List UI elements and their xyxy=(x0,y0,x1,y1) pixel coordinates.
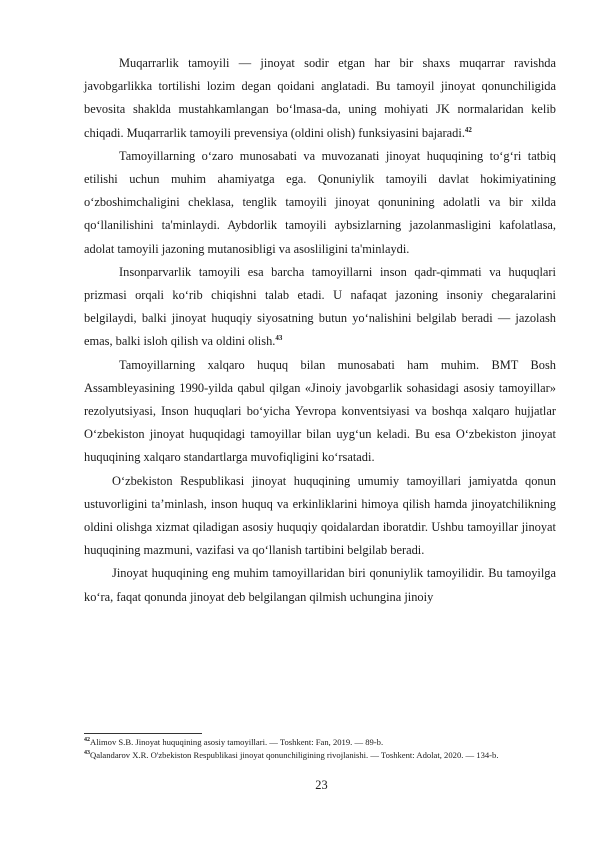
footnote-text: Alimov S.B. Jinoyat huquqining asosiy tamoyillari. — Toshkent: Fan, 2019. — 89-b. xyxy=(90,737,384,747)
paragraph-text: Tamoyillarning xalqaro huquq bilan munosabati ham muhim. BMT Bosh Assambleyasining 1990-yilda qabul qilgan «Jinoiy javobgarlik sohasidagi asosiy tamoyillar» rezolyutsiyasi, Inson huquqlari bo‘yicha Yevropa konventsiyasi va boshqa xalqaro hujjatlar O‘zbekiston jinoyat huquqidagi tamoyillar bilan uyg‘un keladi. Bu esa O‘zbekiston jinoyat huquqining xalqaro standartlarga muvofiqligini ko‘rsatadi. xyxy=(84,357,556,465)
footnote-item xyxy=(84,736,556,749)
paragraph-text: O‘zbekiston Respublikasi jinoyat huquqining umumiy tamoyillari jamiyatda qonun ustuvorligini ta’minlash, inson huquq va erkinliklarini himoya qilish hamda jinoyatchilikning oldini olishga xizmat qiladigan asosiy huquqiy qoidalardan iboratdir. Ushbu tamoyillar jinoyat huquqining mazmuni, vazifasi va qo‘llanish tartibini belgilab beradi. xyxy=(84,473,556,558)
paragraph-international-law xyxy=(84,354,556,470)
footnote-text: Qalandarov X.R. O'zbekiston Respublikasi jinoyat qonunchiligining rivojlanishi. — Toshkent: Adolat, 2020. — 134-b. xyxy=(90,749,499,760)
paragraph-balance xyxy=(84,145,556,261)
footnote-reference: 42 xyxy=(464,125,472,134)
paragraph-text: Insonparvarlik tamoyili esa barcha tamoyillarni inson qadr-qimmati va huquqlari prizmasi orqali ko‘rib chiqishni talab etadi. U nafaqat jazoning insoniy chegaralarini belgilaydi, balki jinoyat huquqiy siyosatning butun yo‘nalishini belgilab beradi — jazolash emas, balki isloh qilish va oldini olish. xyxy=(84,264,556,349)
paragraph-humanism xyxy=(84,261,556,354)
paragraph-text: Muqarrarlik tamoyili — jinoyat sodir etgan har bir shaxs muqarrar ravishda javobgarlikka tortilishi lozim degan qoidani anglatadi. Bu tamoyil jinoyat qonunchiligida bevosita shaklda mustahkamlangan bo‘lmasa-da, uning mohiyati JK normalaridan kelib chiqadi. Muqarrarlik tamoyili prevensiya (oldini olish) funksiyasini bajaradi. xyxy=(84,56,556,140)
footnotes-section xyxy=(84,733,556,761)
paragraph-text: Tamoyillarning o‘zaro munosabati va muvozanati jinoyat huquqining to‘g‘ri tatbiq etilishi uchun muhim ahamiyatga ega. Qonuniylik tamoyili davlat hokimiyatining o‘zboshimchaligini cheklasa, tenglik tamoyili jinoyat qonunining adolatli va bir xilda qo‘llanilishini ta'minlaydi. Aybdorlik tamoyili aybsizlarning jazolanmasligini kafolatlasa, adolat tamoyili jazoning mutanosibligi va asosliligini ta'minlaydi. xyxy=(84,148,556,256)
paragraph-general-principles xyxy=(84,470,556,563)
footnote-number: 43 xyxy=(84,749,90,756)
page-number: 23 xyxy=(315,778,328,792)
page-body xyxy=(84,52,556,609)
paragraph-legality xyxy=(84,562,556,608)
footnote-divider xyxy=(84,733,202,734)
footnote-reference: 43 xyxy=(275,334,283,343)
footnote-item xyxy=(84,749,556,762)
paragraph-text: Jinoyat huquqining eng muhim tamoyillaridan biri qonuniylik tamoyilidir. Bu tamoyilga ko‘ra, faqat qonunda jinoyat deb belgilangan qilmish uchungina jinoiy xyxy=(84,566,556,604)
footnote-number: 42 xyxy=(84,737,90,744)
paragraph-inevitability xyxy=(84,52,556,145)
